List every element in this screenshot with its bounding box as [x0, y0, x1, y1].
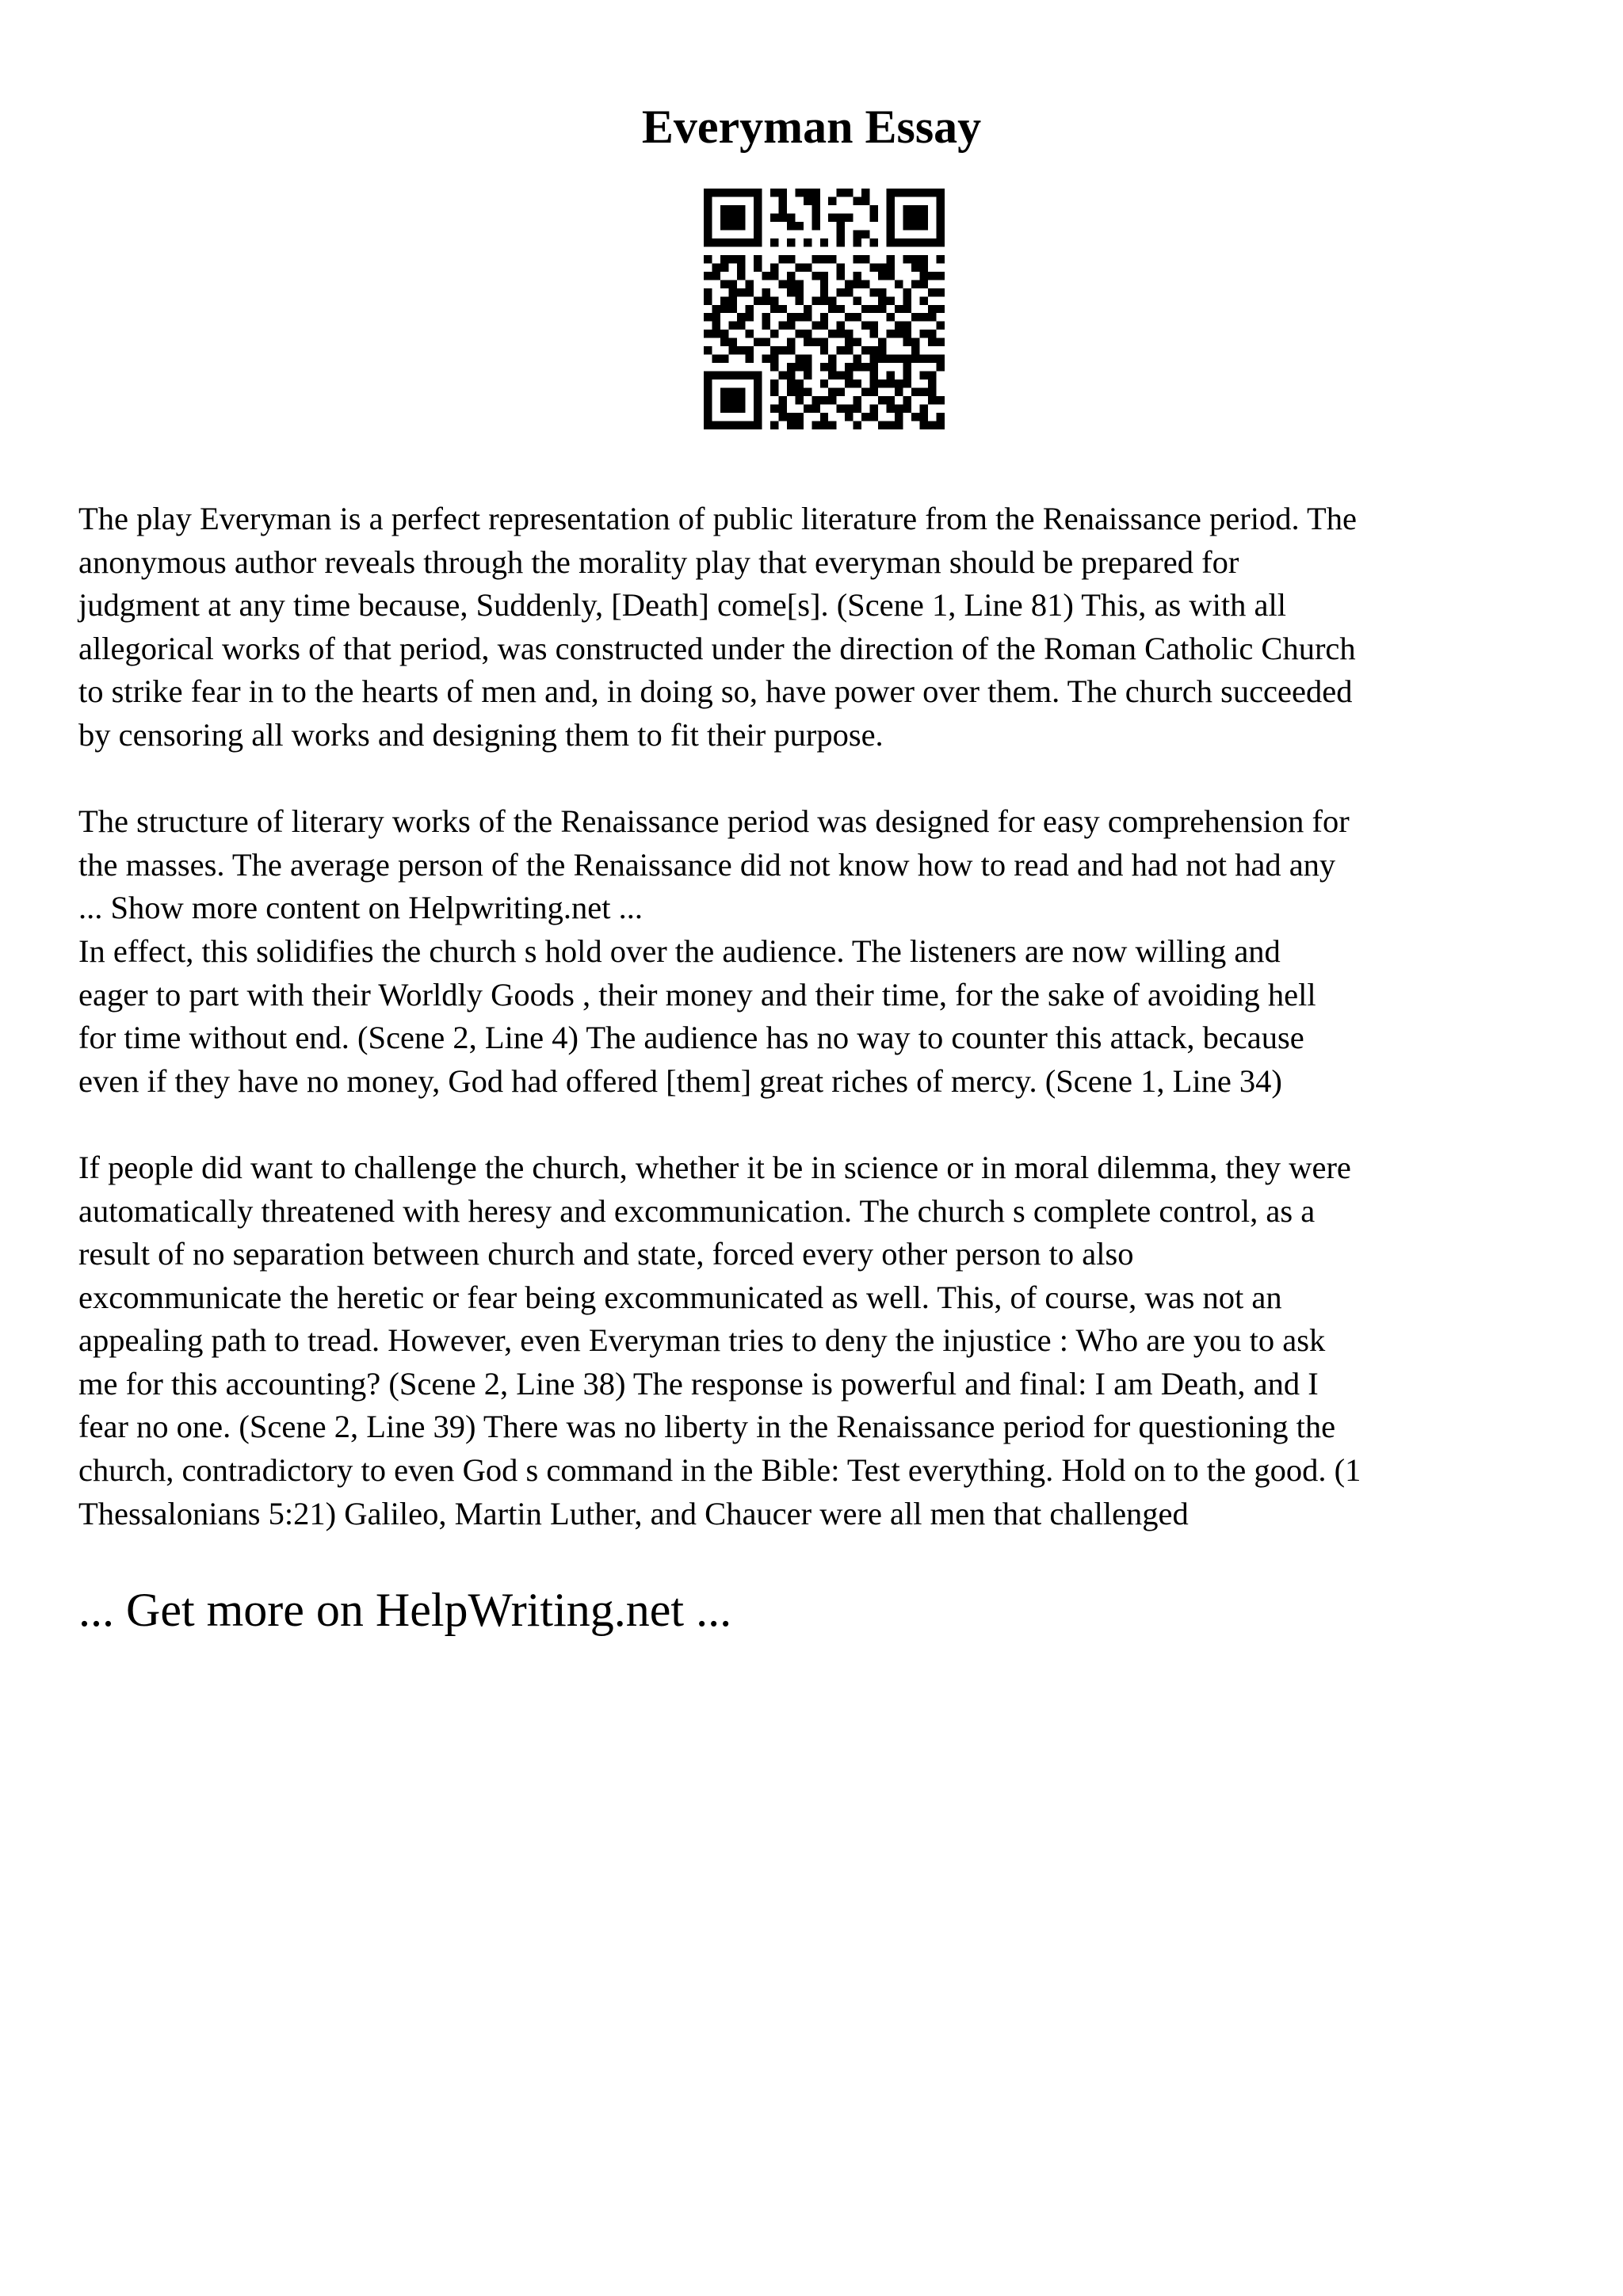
text-line: the masses. The average person of the Renaissance did not know how to read and had not had any	[78, 846, 1336, 883]
paragraph-4	[78, 1146, 1568, 1535]
text-line: eager to part with their Worldly Goods , their money and their time, for the sake of avoiding hell	[78, 976, 1316, 1013]
text-line: result of no separation between church and state, forced every other person to also	[78, 1236, 1134, 1272]
text-line: anonymous author reveals through the morality play that everyman should be prepared for	[78, 543, 1239, 580]
text-line: appealing path to tread. However, even Everyman tries to deny the injustice : Who are you to ask	[78, 1322, 1326, 1359]
text-line: to strike fear in to the hearts of men and, in doing so, have power over them. The church succeeded	[78, 673, 1353, 710]
text-line: even if they have no money, God had offered [them] great riches of mercy. (Scene 1, Line 34)	[78, 1062, 1282, 1099]
text-line: me for this accounting? (Scene 2, Line 38) The response is powerful and final: I am Death, and I	[78, 1365, 1319, 1402]
text-line: church, contradictory to even God s command in the Bible: Test everything. Hold on to the good. (1	[78, 1452, 1361, 1489]
text-line: If people did want to challenge the church, whether it be in science or in moral dilemma, they were	[78, 1149, 1351, 1185]
text-line: judgment at any time because, Suddenly, [Death] come[s]. (Scene 1, Line 81) This, as with all	[78, 587, 1286, 624]
text-line: by censoring all works and designing them to fit their purpose.	[78, 716, 884, 753]
text-line: The structure of literary works of the Renaissance period was designed for easy comprehension for	[78, 803, 1350, 840]
text-line: The play Everyman is a perfect representation of public literature from the Renaissance period. The	[78, 501, 1357, 536]
text-line: fear no one. (Scene 2, Line 39) There was no liberty in the Renaissance period for questioning the	[78, 1409, 1336, 1445]
get-more-link[interactable]: ... Get more on HelpWriting.net ...	[78, 1584, 732, 1636]
text-line: Thessalonians 5:21) Galileo, Martin Luther, and Chaucer were all men that challenged	[78, 1495, 1189, 1531]
essay-body	[78, 498, 1568, 1535]
paragraph-1	[78, 498, 1568, 757]
show-more-link[interactable]: ... Show more content on Helpwriting.net ...	[78, 890, 643, 926]
qr-code-icon	[704, 189, 945, 429]
text-line: allegorical works of that period, was constructed under the direction of the Roman Catholic Church	[78, 630, 1356, 666]
text-line: excommunicate the heretic or fear being excommunicated as well. This, of course, was not an	[78, 1279, 1282, 1315]
paragraph-3	[78, 930, 1568, 1103]
text-line: automatically threatened with heresy and excommunication. The church s complete control, as a	[78, 1192, 1316, 1229]
text-line: for time without end. (Scene 2, Line 4) The audience has no way to counter this attack, because	[78, 1020, 1304, 1056]
paragraph-2	[78, 800, 1568, 930]
document-title: Everyman Essay	[641, 101, 982, 153]
text-line: In effect, this solidifies the church s hold over the audience. The listeners are now willing and	[78, 933, 1281, 969]
